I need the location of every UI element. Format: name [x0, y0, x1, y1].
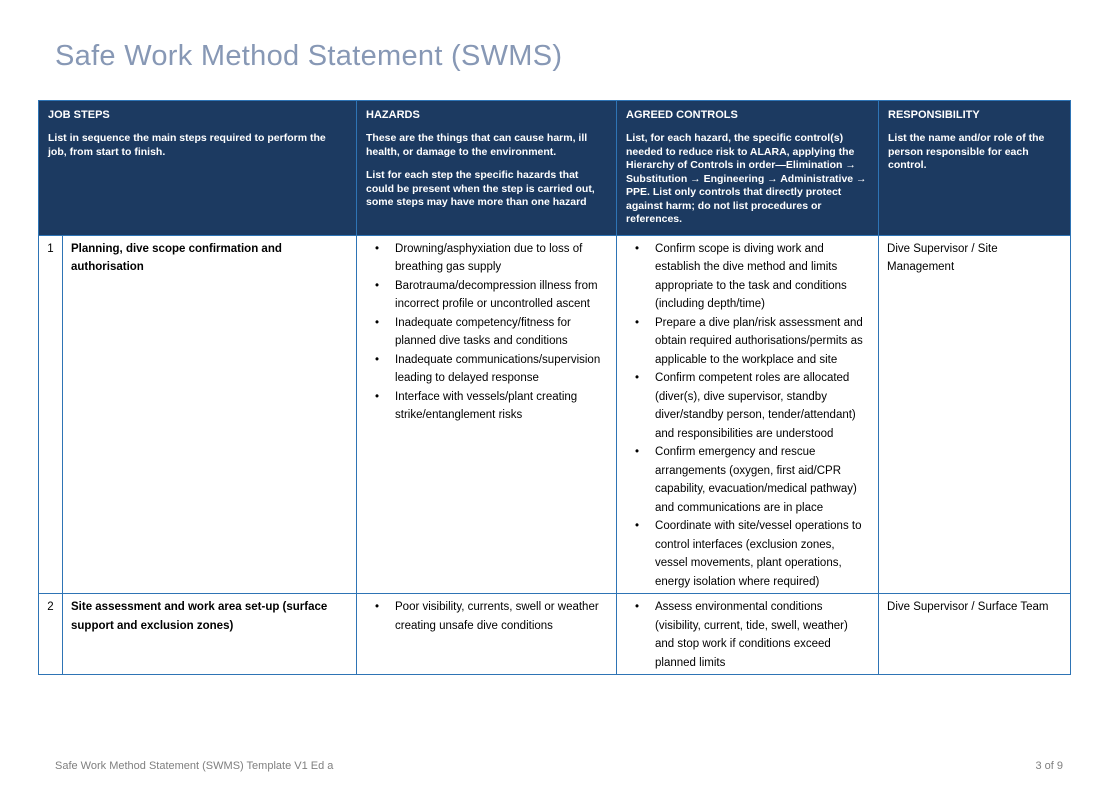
- column-header-responsibility: [879, 101, 1071, 236]
- step-number: 2: [39, 594, 63, 675]
- hazards: [357, 594, 617, 675]
- column-description: List in sequence the main steps required to perform the job, from start to finish.: [48, 132, 326, 158]
- table-body: [39, 235, 1071, 675]
- controls: [617, 235, 879, 594]
- table-row: [39, 235, 1071, 594]
- hazards-list: [365, 598, 608, 635]
- column-header-agreed-controls: [617, 101, 879, 236]
- job-step: Planning, dive scope confirmation and authorisation: [63, 235, 357, 594]
- page-title: Safe Work Method Statement (SWMS): [55, 40, 563, 72]
- footer-document-name: Safe Work Method Statement (SWMS) Template V1 Ed a: [55, 760, 334, 772]
- controls-list: [625, 598, 870, 672]
- column-description: List the name and/or role of the person responsible for each control.: [888, 132, 1045, 171]
- column-header-hazards: [357, 101, 617, 236]
- job-step: Site assessment and work area set-up (surface support and exclusion zones): [63, 594, 357, 675]
- controls: [617, 594, 879, 675]
- controls-item: • Confirm emergency and rescue arrangements (oxygen, first aid/CPR capability, evacuation/medical pathway) and communications are in place: [625, 443, 870, 517]
- controls-item: • Assess environmental conditions (visibility, current, tide, swell, weather) and stop work if conditions exceed planned limits: [625, 598, 870, 672]
- responsibility: Dive Supervisor / Site Management: [879, 235, 1071, 594]
- footer-page-number: 3 of 9: [1035, 760, 1063, 772]
- column-label: HAZARDS: [366, 109, 420, 121]
- responsibility: Dive Supervisor / Surface Team: [879, 594, 1071, 675]
- step-number: 1: [39, 235, 63, 594]
- swms-table: [38, 100, 1071, 675]
- hazards-item: • Poor visibility, currents, swell or weather creating unsafe dive conditions: [365, 598, 608, 635]
- column-label: AGREED CONTROLS: [626, 109, 738, 121]
- hazards: [357, 235, 617, 594]
- table-header-row: [39, 101, 1071, 236]
- column-description: List for each step the specific hazards that could be present when the step is carried out, some steps may have more than one hazard: [366, 169, 595, 208]
- column-label: JOB STEPS: [48, 109, 110, 121]
- column-label: RESPONSIBILITY: [888, 109, 980, 121]
- hazards-list: [365, 240, 608, 425]
- controls-item: • Coordinate with site/vessel operations to control interfaces (exclusion zones, vessel movements, plant operations, energy isolation where required): [625, 517, 870, 591]
- controls-list: [625, 240, 870, 592]
- page-footer: [55, 760, 1063, 772]
- hazards-item: • Interface with vessels/plant creating strike/entanglement risks: [365, 388, 608, 425]
- column-description: These are the things that can cause harm, ill health, or damage to the environment.: [366, 132, 588, 158]
- hazards-item: • Inadequate communications/supervision leading to delayed response: [365, 351, 608, 388]
- hazards-item: • Drowning/asphyxiation due to loss of breathing gas supply: [365, 240, 608, 277]
- table-row: [39, 594, 1071, 675]
- controls-item: • Prepare a dive plan/risk assessment and obtain required authorisations/permits as applicable to the workplace and site: [625, 314, 870, 370]
- controls-item: • Confirm scope is diving work and establish the dive method and limits appropriate to the task and conditions (including depth/time): [625, 240, 870, 314]
- hazards-item: • Inadequate competency/fitness for planned dive tasks and conditions: [365, 314, 608, 351]
- hazards-item: • Barotrauma/decompression illness from incorrect profile or uncontrolled ascent: [365, 277, 608, 314]
- column-header-job-steps: [39, 101, 357, 236]
- column-description: List, for each hazard, the specific control(s) needed to reduce risk to ALARA, applying the Hierarchy of Controls in order—Elimination → Substitution → Engineering → Administrative → PPE. List only controls that directly protect against harm; do not list procedures or references.: [626, 132, 867, 225]
- controls-item: • Confirm competent roles are allocated (diver(s), dive supervisor, standby diver/standby person, tender/attendant) and responsibilities are understood: [625, 369, 870, 443]
